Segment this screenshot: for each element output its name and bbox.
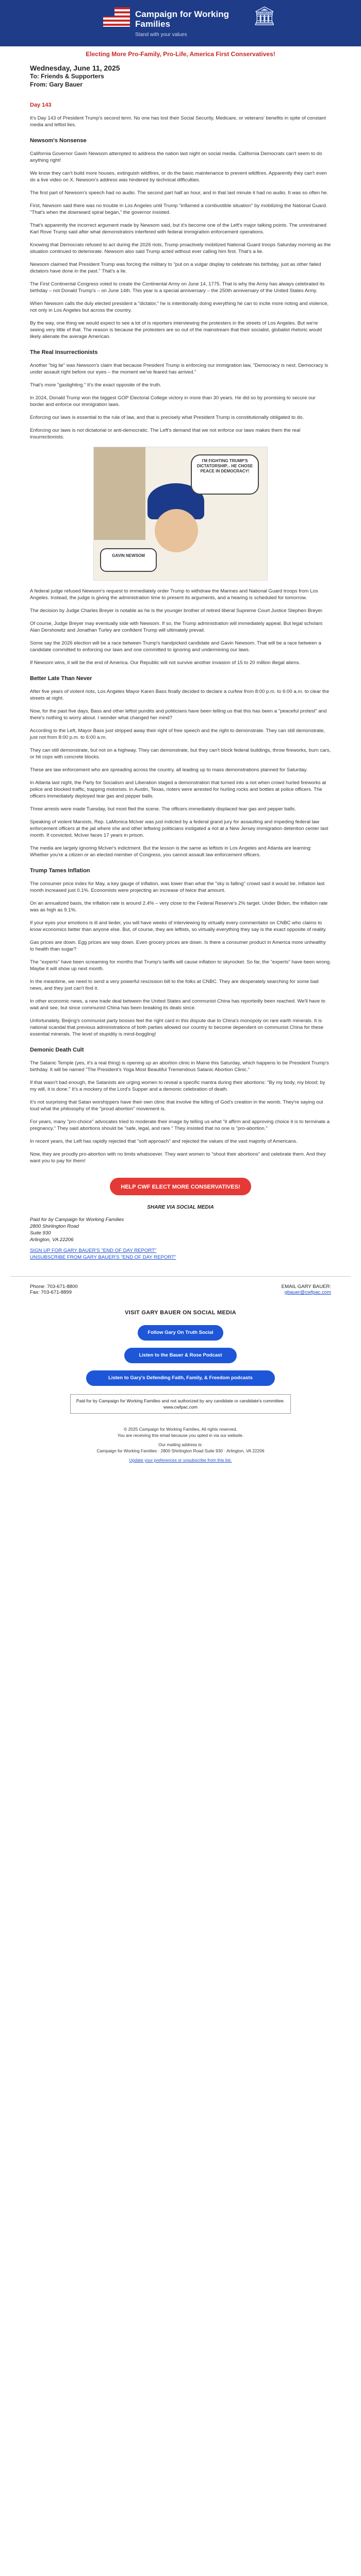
paragraph: On an annualized basis, the inflation rate is around 2.4% – very close to the Federal Reserve's 2% target. Under Biden, the inflation rate was as high as 9.1%. — [30, 901, 328, 913]
logo-text — [135, 9, 254, 40]
paragraph: Three arrests were made Tuesday, but most fled the scene. The officers immediately displaced tear gas and pepper balls. — [30, 806, 296, 812]
section-title: Better Late Than Never — [30, 675, 92, 682]
paragraph: In other economic news, a new trade deal between the United States and communist China has reportedly been reached. We'll have to wait and see, but since communist China has been breaking its deals since. — [30, 998, 325, 1011]
paragraph: Now, they are proudly pro-abortion with no limits whatsoever. They want women to "shout their abortions" and celebrate them. And they want you to pay for them! — [30, 1151, 326, 1164]
paragraph: The decision by Judge Charles Breyer is notable as he is the younger brother of retired liberal Supreme Court Justice Stephen Breyer. — [30, 608, 324, 614]
legal-block — [0, 1426, 361, 1463]
body-content — [0, 102, 361, 1164]
paragraph: They can still demonstrate, but not on a highway. They can demonstrate, but they can't block federal buildings, throw fireworks, burn cars, or hit cops with concrete blocks. — [30, 748, 331, 760]
address-line: Arlington, VA 22206 — [30, 1237, 74, 1243]
address-line: Suite 930 — [30, 1230, 51, 1236]
paragraph: Of course, Judge Breyer may eventually side with Newsom. If so, the Trump administration will immediately appeal. But legal scholars Alan Dershowitz and Jonathan Turley are confident Trump will ultimately prevail. — [30, 621, 323, 633]
tagline: Electing More Pro-Family, Pro-Life, America First Conservatives! — [86, 50, 275, 58]
capitol-dome-icon: 🏛 — [253, 5, 276, 26]
paragraph: Speaking of violent Marxists, Rep. LaMonica McIver was just indicted by a federal grand jury for assaulting and impeding federal law enforcement officers at the jail where she and other leftwing politicians instigated a riot at a New Jersey immigration detention center last month. If convicted, McIver faces 17 years in prison. — [30, 819, 329, 838]
political-cartoon — [93, 447, 268, 581]
paragraph: The First Continental Congress voted to create the Continental Army on June 14, 1775. That is why the Army has always celebrated its birthday – not Donald Trump's – on June 14th. This year is a special anniversary – the 250th anniversary of the United States Army. — [30, 281, 325, 294]
email-label: EMAIL GARY BAUER: — [281, 1284, 331, 1290]
date: Wednesday, June 11, 2025 — [30, 64, 120, 72]
paragraph: Enforcing our laws is essential to the rule of law, and that is precisely what President Trump is constitutionally obligated to do. — [30, 415, 304, 420]
logo-subtext: Stand with your values — [135, 32, 187, 38]
header-banner — [0, 0, 361, 46]
paragraph: The Satanic Temple (yes, it's a real thing) is opening up an abortion clinic in Maine this Saturday, which happens to be President Trump's birthday. It will be named "The President's Yoga Most Beautiful Tremendous Satanic Abortion Clinic." — [30, 1060, 329, 1073]
address-line: 2800 Shirlington Road — [30, 1224, 79, 1229]
bottom-spacer — [0, 1463, 361, 1494]
section-title: Trump Tames Inflation — [30, 868, 90, 874]
paragraph: In 2024, Donald Trump won the biggest GOP Electoral College victory in more than 30 years. He did so by promising to secure our border and enforce our immigration laws. — [30, 395, 316, 408]
paragraph: According to the Left, Mayor Bass just stripped away their right of free speech and the right to demonstrate. They can still demonstrate, just not from 8:00 p.m. to 6:00 a.m. — [30, 728, 325, 740]
paragraph: It's not surprising that Satan worshippers have their own clinic that involve the killing of God's creation in the womb. They're saying out loud what the philosophy of the "proud abortion" movement is. — [30, 1099, 323, 1112]
legal-line: You are receiving this email because you opted in via our website. — [117, 1433, 244, 1438]
paragraph: In the meantime, we need to send a very powerful rescission bill to the folks at CNBC. They are desperately searching for some bad news, and they just can't find it. — [30, 979, 319, 991]
section-title: Demonic Death Cult — [30, 1047, 84, 1053]
signup-link[interactable]: SIGN UP FOR GARY BAUER'S "END OF DAY REPORT" — [30, 1248, 157, 1253]
paragraph: Another "big lie" was Newsom's claim that because President Trump is enforcing our immigration law, "Democracy is next. Democracy is under assault right before our eyes – the moment we've feared has arrived." — [30, 363, 329, 375]
from-line: From: Gary Bauer — [30, 81, 83, 88]
cartoon-speech-bubble: I'M FIGHTING TRUMP'S DICTATORSHIP... HE CHOSE PEACE IN DEMOCRACY! — [191, 454, 259, 495]
paragraph: Unfortunately, Beijing's communist party bosses feel the right card in this dispute due to China's monopoly on rare earth minerals. It is national scandal that previous administrations of both parties allowed our country to become dependent on communist China for these essential minerals. The level of stupidity is mind-boggling! — [30, 1018, 324, 1037]
paragraph: By the way, one thing we would expect to see a lot of is reporters interviewing the protesters in the streets of Los Angeles. But we're seeing very little of that. The reason is because the protesters are so out of the mainstream that their socialist, globalist rhetoric would likely alienate the average American. — [30, 320, 322, 340]
section-title: Newsom's Nonsense — [30, 138, 87, 144]
paragraph: The first part of Newsom's speech had no audio. The second part half an hour, and in that last minute it had no audio. It was so often he. — [30, 190, 329, 196]
legal-line: Our mailing address is: — [158, 1442, 203, 1447]
flag-icon — [103, 7, 130, 27]
day-label: Day 143 — [30, 102, 52, 108]
cartoon-caption: GAVIN NEWSOM — [100, 548, 157, 572]
paragraph: Some say the 2026 election will be a race between Trump's handpicked candidate and Gavin Newsom. That will be a race between a candidate committed to enforcing our laws and one committed to ignoring and undermining our laws. — [30, 640, 321, 653]
meta-block — [0, 61, 361, 89]
phone: Phone: 703-671-8800 — [30, 1284, 78, 1290]
paragraph: A federal judge refused Newsom's request to immediately order Trump to withdraw the Marines and National Guard troops from Los Angeles. Instead, the judge is giving the administration time to present its arguments, and a hearing is scheduled for tomorrow. — [30, 588, 318, 601]
paragraph: That's apparently the incorrect argument made by Newsom said, but it's become one of the Left's major talking points. The unrestrained Karl Rove Trump said after what demonstrators interfered with federal immigration enforcement operations. — [30, 223, 326, 235]
intro-paragraph: It's Day 143 of President Trump's second term. No one has lost their Social Security, Medicare, or veterans' benefits in spite of constant media and leftist lies. — [30, 115, 326, 128]
visit-social-heading: VISIT GARY BAUER ON SOCIAL MEDIA — [125, 1310, 236, 1316]
paragraph: In Atlanta last night, the Party for Socialism and Liberation staged a demonstration that turned into a riot when crowd hurled fireworks at police and blocked traffic, trapping motorists. In Austin, Texas, rioters were arrested for hurling rocks and bottles at police officers. The officers immediately deployed tear gas and pepper balls. — [30, 780, 326, 799]
paragraph: Enforcing our laws is not dictatorial or anti-democratic. The Left's demand that we not enforce our laws makes them the real insurrectionists. — [30, 428, 301, 440]
paragraph: Gas prices are down. Egg prices are way down. Even grocery prices are down. Is there a consumer product in America more unhealthy to health than sugar? — [30, 940, 326, 952]
logo-title: Campaign for Working Families — [135, 9, 229, 29]
copyright: © 2025 Campaign for Working Families, All rights reserved. — [124, 1427, 237, 1432]
paid-by: Paid for by Campaign for Working Families — [30, 1217, 124, 1223]
bauer-rose-podcast-button[interactable]: Listen to the Bauer & Rose Podcast — [124, 1348, 237, 1363]
paragraph: After five years of violent riots, Los Angeles Mayor Karen Bass finally decided to declare a curfew from 8:00 p.m. to 6:00 a.m. to clear the streets at night. — [30, 689, 330, 701]
contact-footer — [10, 1276, 351, 1302]
paragraph: In recent years, the Left has rapidly rejected that "soft approach" and rejected the values of the vast majority of Americans. — [30, 1139, 298, 1144]
email-link[interactable]: gbauer@cwfpac.com — [284, 1290, 331, 1295]
to-line: To: Friends & Supporters — [30, 73, 104, 80]
share-social-link[interactable]: SHARE VIA SOCIAL MEDIA — [147, 1205, 214, 1210]
donate-cta-button[interactable]: HELP CWF ELECT MORE CONSERVATIVES! — [110, 1178, 251, 1195]
unsubscribe-link[interactable]: UNSUBSCRIBE FROM GARY BAUER'S "END OF DAY REPORT" — [30, 1255, 176, 1260]
paragraph: These are law enforcement who are spreading across the country, all leading up to mass demonstrations planned for Saturday. — [30, 767, 308, 773]
paragraph: Now, for the past five days, Bass and other leftist pundits and politicians have been telling us that this has been a "peaceful protest" and there's nothing to worry about. I wonder what changed her mind? — [30, 708, 327, 721]
fax: Fax: 703-671-8899 — [30, 1290, 72, 1295]
signoff-block — [0, 1216, 361, 1261]
paragraph: If your eyes your emotions is ill and lieder, you will have weeks of interviewing by virtually every commentator on CNBC who claims to know economics better than anyone else. But, of course, they are leftists, so virtually everything they say is the exact opposite of reality. — [30, 920, 327, 933]
paragraph: The "experts" have been screaming for months that Trump's tariffs will cause inflation to skyrocket. So far, the "experts" have been wrong. Maybe it will show up next month. — [30, 959, 331, 972]
paid-notice: Paid for by Campaign for Working Families and not authorized by any candidate or candidate's committee. www.cwfpac.com — [70, 1394, 291, 1414]
preferences-link[interactable]: Update your preferences or unsubscribe from this list. — [129, 1458, 232, 1463]
paragraph: Knowing that Democrats refused to act during the 2026 riots, Trump proactively mobilized National Guard troops Saturday morning as the situation continued to deteriorate. Newsom also said Trump acted without ever calling him first. That's a lie. — [30, 242, 331, 255]
paragraph: We know they can't build more houses, extinguish wildfires, or do the basic maintenance to prevent wildfires. Apparently they can't even do a live video on X. Newsom's address was hindered by technical difficulties. — [30, 171, 327, 183]
cartoon-face — [155, 509, 198, 552]
paragraph: California Governor Gavin Newsom attempted to address the nation last night on social media. California Democrats can't seem to do anything right! — [30, 151, 322, 163]
cartoon-wall — [94, 447, 145, 540]
paragraph: If Newsom wins, it will be the end of America. Our Republic will not survive another invasion of 15 to 20 million illegal aliens. — [30, 660, 301, 666]
legal-line: Campaign for Working Families · 2800 Shirlington Road Suite 930 · Arlington, VA 22206 — [96, 1448, 265, 1453]
paragraph: First, Newsom said there was no trouble in Los Angeles until Trump "inflamed a combustible situation" by mobilizing the National Guard. "That's when the downward spiral began," the governor insisted. — [30, 203, 327, 215]
section-title: The Real Insurrectionists — [30, 349, 98, 355]
defending-faith-podcast-button[interactable]: Listen to Gary's Defending Faith, Family, & Freedom podcasts — [86, 1370, 275, 1386]
paragraph: The media are largely ignoring McIver's indictment. But the lesson is the same as leftists in Los Angeles and Atlanta are learning: Whether you're a citizen or an elected member of Congress, you cannot assault law enforcement officers. — [30, 845, 312, 858]
paragraph: If that wasn't bad enough, the Satanists are urging women to reveal a specific mantra during their abortions: "By my body, my blood; by my will, it is done." It's a mockery of the Lord's Supper and a demonic celebration of death. — [30, 1080, 325, 1092]
paragraph: Newsom claimed that President Trump was forcing the military to "put on a vulgar display to celebrate his birthday, just as other failed dictators have done in the past." That's a lie. — [30, 262, 321, 274]
paragraph: The consumer price index for May, a key gauge of inflation, was lower than what the "sky is falling" crowd said it would be. Inflation last month increased just 0.1%. Economists were projecting an increase of twice that amount. — [30, 881, 325, 893]
paragraph: For years, many "pro-choice" advocates tried to moderate their image by telling us what "it affirm and approving choice it is to terminate a pregnancy." They said abortions should be "safe, legal, and rare." They insisted that no one is "pro-abortion." — [30, 1119, 330, 1131]
paragraph: That's more "gaslighting." It's the exact opposite of the truth. — [30, 382, 161, 388]
truth-social-button[interactable]: Follow Gary On Truth Social — [138, 1325, 223, 1341]
paragraph: When Newsom calls the duly elected president a "dictator," he is intentionally doing everything he can to incite more rioting and violence, not only in Los Angeles but across the country. — [30, 301, 329, 313]
